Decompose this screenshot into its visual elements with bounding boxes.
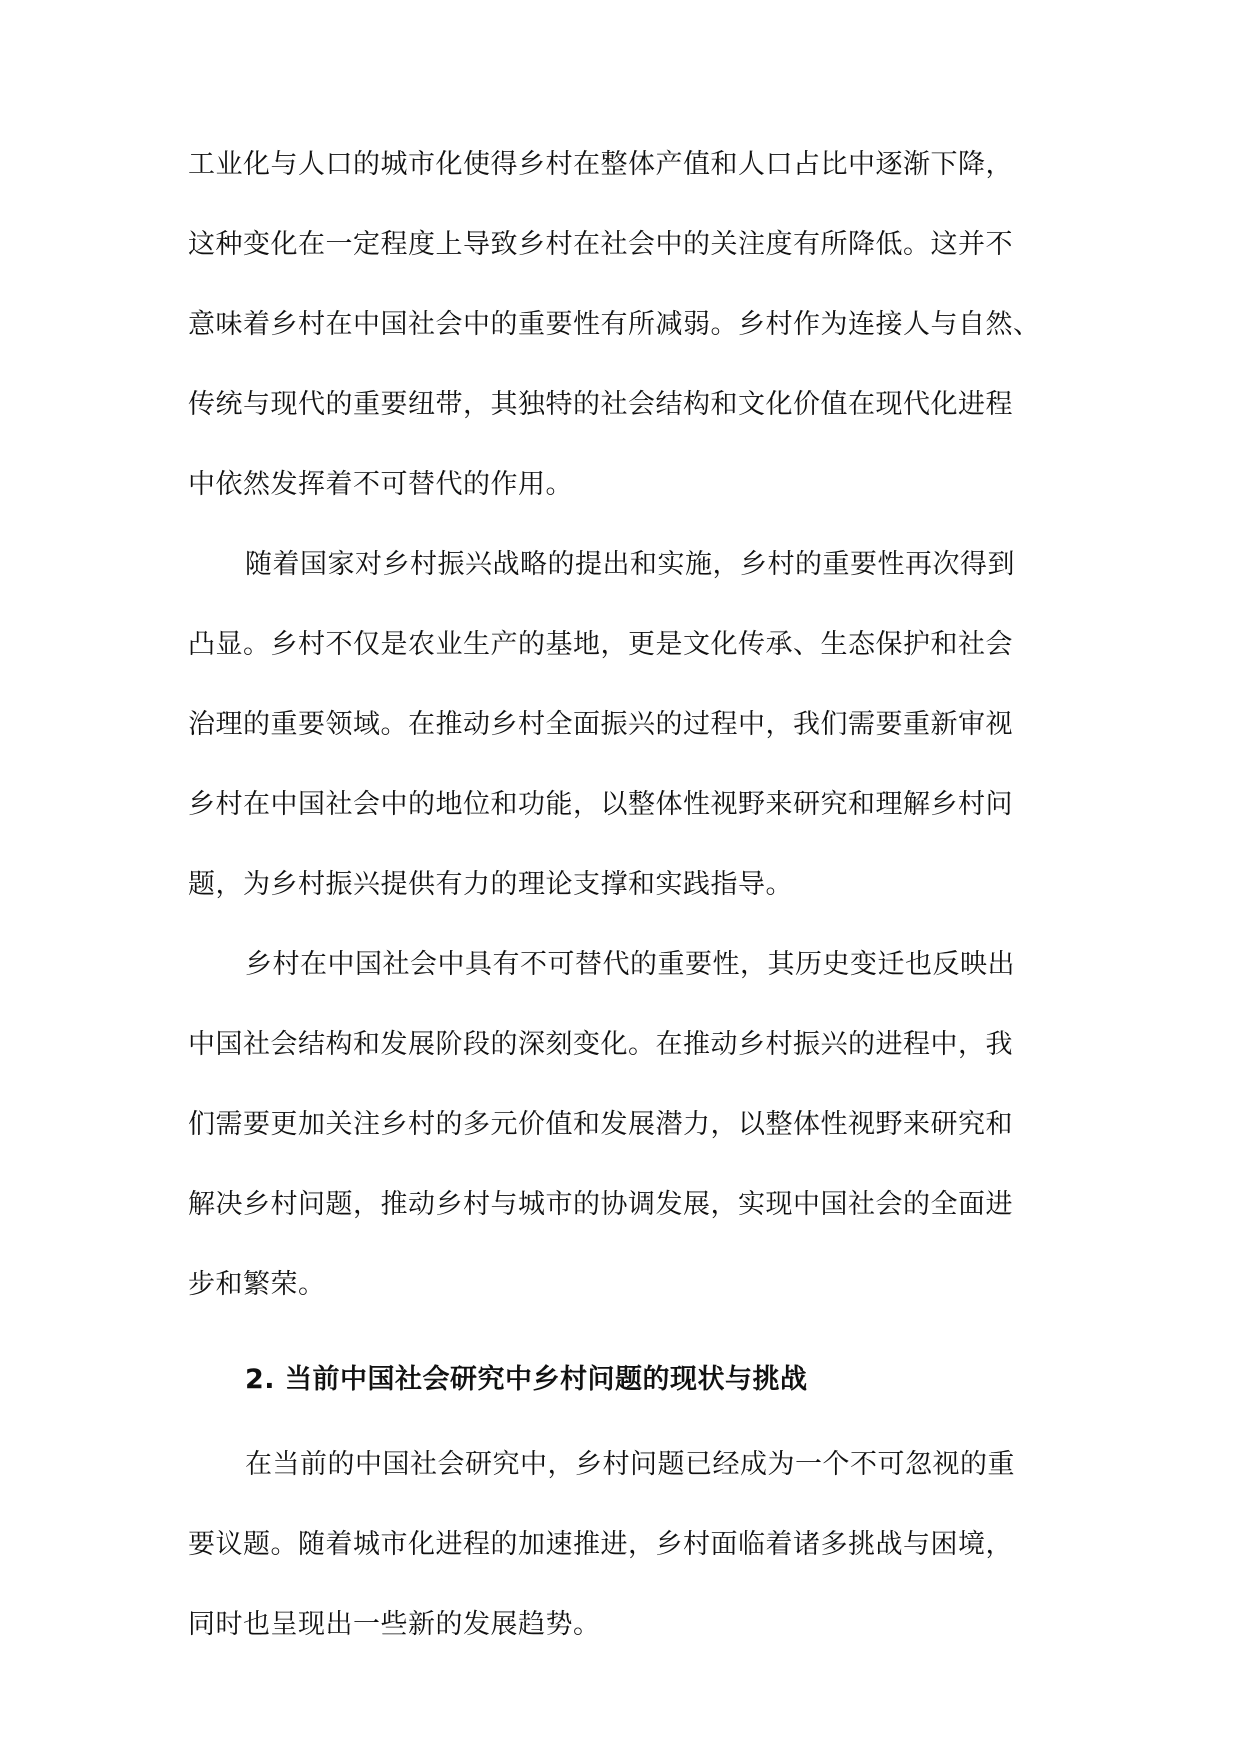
paragraph-line: 工业化与人口的城市化使得乡村在整体产值和人口占比中逐渐下降，	[188, 149, 1013, 180]
paragraph-line: 凸显。乡村不仅是农业生产的基地，更是文化传承、生态保护和社会	[188, 629, 1013, 660]
paragraph-line: 同时也呈现出一些新的发展趋势。	[188, 1609, 601, 1640]
paragraph-line: 意味着乡村在中国社会中的重要性有所减弱。乡村作为连接人与自然、	[188, 309, 1041, 340]
paragraph-line: 题，为乡村振兴提供有力的理论支撑和实践指导。	[188, 869, 793, 900]
paragraph-line: 治理的重要领域。在推动乡村全面振兴的过程中，我们需要重新审视	[188, 709, 1013, 740]
paragraph-line: 传统与现代的重要纽带，其独特的社会结构和文化价值在现代化进程	[188, 389, 1013, 420]
section-heading: 2. 当前中国社会研究中乡村问题的现状与挑战	[245, 1364, 808, 1395]
paragraph-line: 要议题。随着城市化进程的加速推进，乡村面临着诸多挑战与困境，	[188, 1529, 1013, 1560]
paragraph-line: 解决乡村问题，推动乡村与城市的协调发展，实现中国社会的全面进	[188, 1189, 1013, 1220]
paragraph-line: 们需要更加关注乡村的多元价值和发展潜力，以整体性视野来研究和	[188, 1109, 1013, 1140]
paragraph-line: 随着国家对乡村振兴战略的提出和实施，乡村的重要性再次得到	[245, 549, 1015, 580]
paragraph-line: 这种变化在一定程度上导致乡村在社会中的关注度有所降低。这并不	[188, 229, 1013, 260]
paragraph-line: 步和繁荣。	[188, 1269, 326, 1300]
paragraph-line: 乡村在中国社会中具有不可替代的重要性，其历史变迁也反映出	[245, 949, 1015, 980]
paragraph-line: 中国社会结构和发展阶段的深刻变化。在推动乡村振兴的进程中，我	[188, 1029, 1013, 1060]
paragraph-line: 在当前的中国社会研究中，乡村问题已经成为一个不可忽视的重	[245, 1449, 1015, 1480]
paragraph-line: 乡村在中国社会中的地位和功能，以整体性视野来研究和理解乡村问	[188, 789, 1013, 820]
paragraph-line: 中依然发挥着不可替代的作用。	[188, 469, 573, 500]
